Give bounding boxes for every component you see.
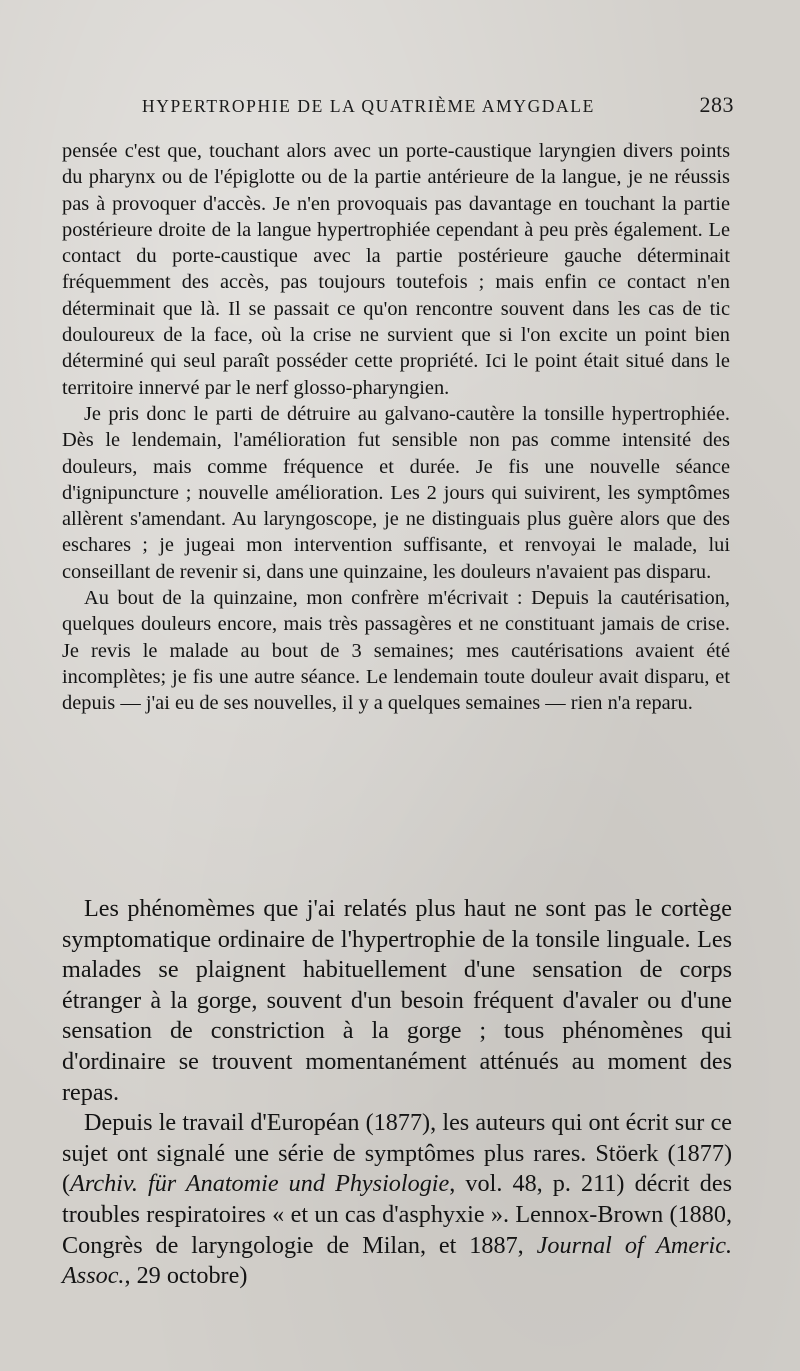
main-text <box>62 894 732 1292</box>
literature-text-c: , 29 octobre) <box>124 1262 248 1290</box>
paragraph-continuation: pensée c'est que, touchant alors avec un porte-caustique laryngien divers points du pharynx ou de l'épiglotte ou de la partie antérieure de la langue, je ne réussis pas à provoquer d'accès. Je n'en provoquais pas davantage en touchant la partie postérieure droite de la langue hypertrophiée cependant à peu près également. Le contact du porte-caustique avec la partie postérieure gauche déterminait fréquemment des accès, pas toujours toutefois ; mais enfin ce contact n'en déterminait que là. Il se passait ce qu'on rencontre souvent dans les cas de tic douloureux de la face, où la crise ne survient que si l'on excite un point bien déterminé qui seul paraît posséder cette propriété. Ici le point était situé dans le territoire innervé par le nerf glosso-pharyngien. <box>62 140 730 399</box>
paragraph-followup: Au bout de la quinzaine, mon confrère m'écrivait : Depuis la cautérisation, quelques douleurs encore, mais très passagères et ne constituant jamais de crise. Je revis le malade au bout de 3 semaines; mes cautérisations avaient été incomplètes; je fis une autre séance. Le lendemain toute douleur avait disparu, et depuis — j'ai eu de ses nouvelles, il y a quelques semaines — rien n'a reparu. <box>62 587 730 715</box>
literature-text-b: , vol. 48, p. 211) décrit des troubles respiratoires « et un cas d'asphyxie ». Lennox-Brown (1880, Congrès de laryngologie de Milan, et 1887, <box>62 1170 732 1259</box>
paragraph-symptoms: Les phénomèmes que j'ai relatés plus haut ne sont pas le cortège symptomatique ordinaire de l'hypertrophie de la tonsile linguale. Les malades se plaignent habituellement d'une sensation de corps étranger à la gorge, souvent d'un besoin fréquent d'avaler ou d'une sensation de constriction à la gorge ; tous phénomènes qui d'ordinaire se trouvent momentanément atténués au moment des repas. <box>62 895 732 1106</box>
page-header <box>142 92 734 126</box>
paragraph-literature <box>62 1108 732 1292</box>
literature-text-a: Depuis le travail d'Européan (1877), les auteurs qui ont écrit sur ce sujet ont signalé une série de symptômes plus rares. Stöerk (1877) ( <box>62 1109 732 1198</box>
paragraph-treatment: Je pris donc le parti de détruire au galvano-cautère la tonsille hypertrophiée. Dès le lendemain, l'amélioration fut sensible non pas comme intensité des douleurs, mais comme fréquence et durée. Je fis une nouvelle séance d'ignipuncture ; nouvelle amélioration. Les 2 jours qui suivirent, les symptômes allèrent s'amendant. Au laryngoscope, je ne distinguais plus guère alors que des eschares ; je jugeai mon intervention suffisante, et renvoyai le malade, lui conseillant de revenir si, dans une quinzaine, les douleurs n'avaient pas disparu. <box>62 402 730 583</box>
journal-title-americ: Journal of Americ. Assoc. <box>62 1231 733 1290</box>
case-report-text <box>62 138 730 717</box>
running-title: HYPERTROPHIE DE LA QUATRIÈME AMYGDALE <box>142 96 595 116</box>
page-number: 283 <box>699 92 734 117</box>
journal-title-archiv: Archiv. für Anatomie und Physiologie <box>70 1170 450 1198</box>
